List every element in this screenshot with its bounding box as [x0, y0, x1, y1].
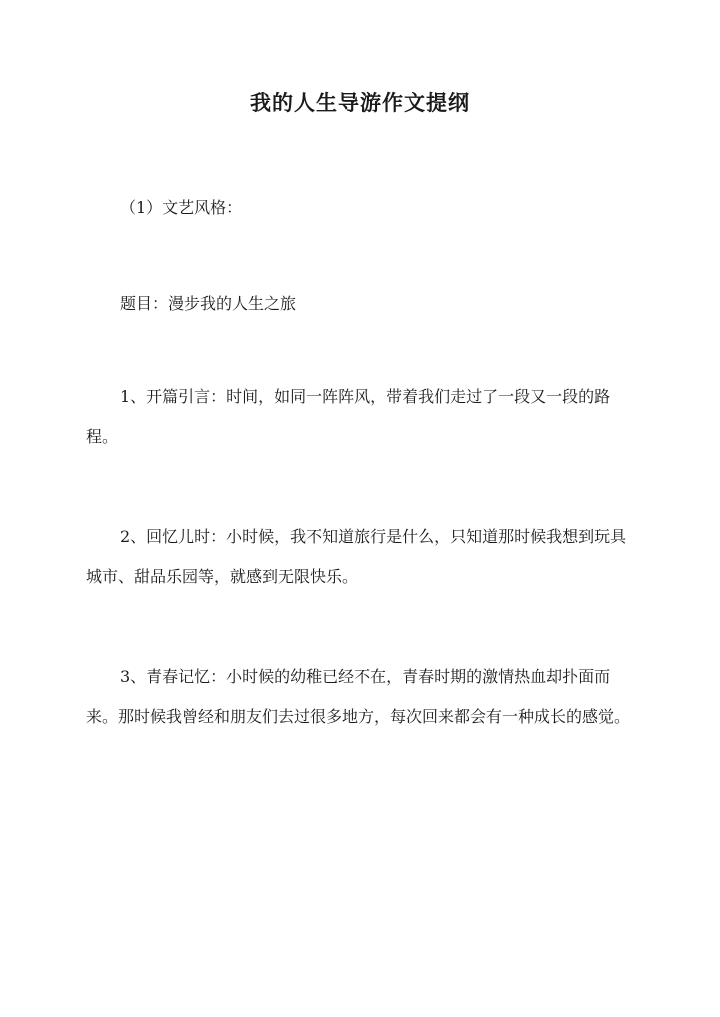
style-heading: （1）文艺风格： [120, 198, 243, 217]
document-title: 我的人生导游作文提纲 [250, 90, 470, 115]
outline-item-1: 1、开篇引言：时间，如同一阵阵风，带着我们走过了一段又一段的路程。 [86, 387, 611, 446]
outline-item-2: 2、回忆儿时：小时候，我不知道旅行是什么，只知道那时候我想到玩具城市、甜品乐园等，就感到无限快乐。 [86, 527, 627, 586]
outline-item-3: 3、青春记忆：小时候的幼稚已经不在，青春时期的激情热血却扑面而来。那时候我曾经和朋友们去过很多地方，每次回来都会有一种成长的感觉。 [86, 667, 631, 726]
essay-topic: 题目：漫步我的人生之旅 [120, 294, 297, 313]
